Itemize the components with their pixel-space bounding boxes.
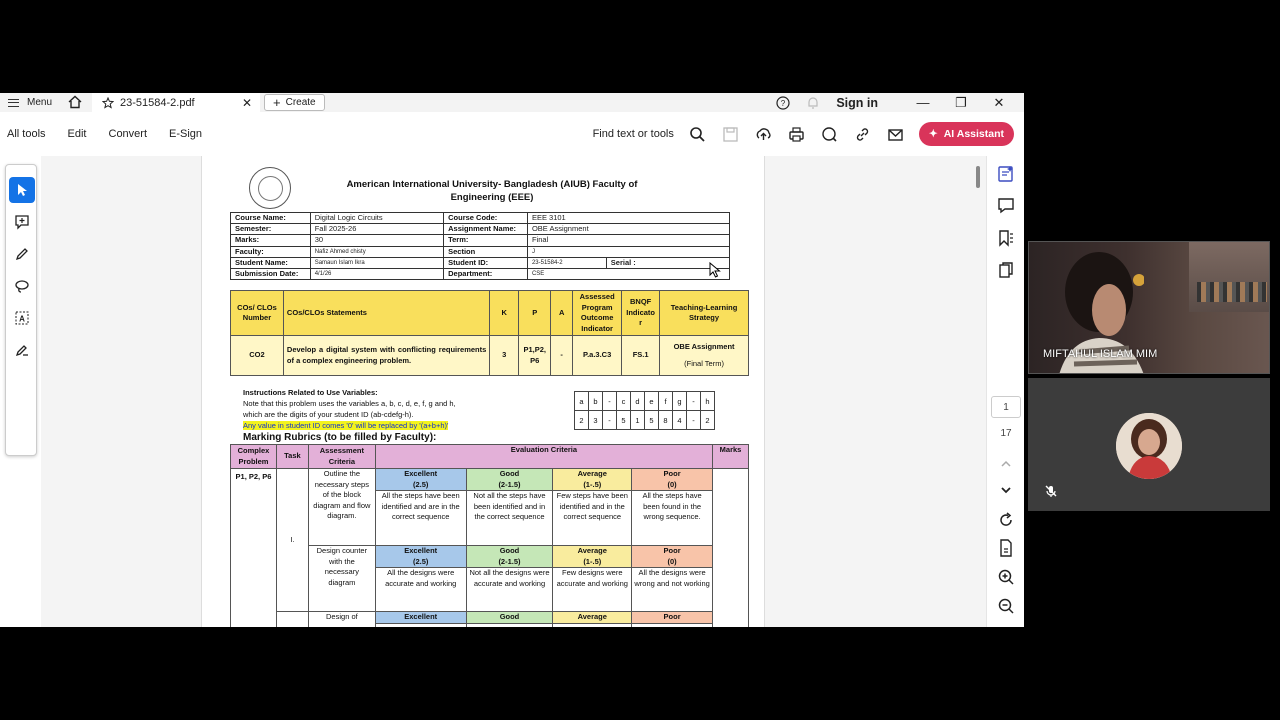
rubric-cell: All the steps have been identified and are in the correct sequence	[375, 491, 466, 546]
upload-icon[interactable]	[754, 125, 773, 144]
level-poor: Poor (0)	[632, 469, 713, 491]
info-value: Digital Logic Circuits	[310, 213, 443, 224]
menu-button[interactable]	[0, 97, 60, 108]
rubric-header: Marks	[713, 445, 749, 469]
digit-value: 3	[589, 411, 603, 430]
digit-value: -	[687, 411, 701, 430]
rubric-header: Task	[276, 445, 308, 469]
plus-icon: +	[273, 95, 281, 110]
email-icon[interactable]	[886, 125, 905, 144]
rubric-cell: All the designs were accurate and working	[375, 568, 466, 612]
convert-button[interactable]: Convert	[108, 128, 148, 140]
rubric-task: I.	[276, 469, 308, 612]
digit-value: 8	[659, 411, 673, 430]
participant-video-secondary[interactable]	[1028, 378, 1270, 511]
sign-in-button[interactable]: Sign in	[836, 95, 878, 110]
info-value: CSE	[527, 268, 729, 279]
minimize-icon[interactable]: —	[916, 95, 930, 110]
clo-statement: Develop a digital system with conflicting requirements of a complex engineering problem.	[283, 336, 489, 376]
comment-tool-icon[interactable]	[9, 209, 35, 235]
rubric-cell: All the steps have been found in the wrong sequence.	[632, 491, 713, 546]
digit-letter: a	[575, 392, 589, 411]
info-value: EEE 3101	[527, 213, 729, 224]
info-label: Serial :	[606, 257, 729, 268]
document-save-icon[interactable]	[996, 538, 1016, 558]
text-recognition-icon[interactable]	[9, 305, 35, 331]
clo-header: P	[519, 291, 551, 336]
chevron-up-icon[interactable]	[996, 454, 1016, 474]
restore-icon[interactable]: ❐	[955, 94, 967, 110]
title-line-2: Engineering (EEE)	[450, 192, 534, 203]
digit-letter: f	[659, 392, 673, 411]
all-tools-button[interactable]: All tools	[7, 128, 46, 140]
vertical-scrollbar[interactable]	[976, 166, 980, 188]
title-bar	[0, 93, 1024, 112]
participant-video-main[interactable]	[1028, 241, 1270, 374]
clo-p: P1,P2, P6	[519, 336, 551, 376]
home-icon[interactable]	[68, 95, 82, 109]
rubric-cell	[553, 623, 632, 627]
rubric-cell: Not all the steps have been identified and in the correct sequence	[466, 491, 553, 546]
digit-letter: -	[687, 392, 701, 411]
digit-value: 5	[617, 411, 631, 430]
rubric-header: Evaluation Criteria	[375, 445, 712, 469]
info-value: 30	[310, 235, 443, 246]
esign-button[interactable]: E-Sign	[169, 128, 203, 140]
create-button[interactable]	[264, 94, 325, 111]
digit-letter: b	[589, 392, 603, 411]
digit-value: 2	[701, 411, 715, 430]
rubric-title: Marking Rubrics (to be filled by Faculty):	[243, 432, 437, 443]
level-average: Average (1-.5)	[553, 546, 632, 568]
select-tool-icon[interactable]	[9, 177, 35, 203]
lasso-tool-icon[interactable]	[9, 273, 35, 299]
clo-header: BNQF Indicato r	[622, 291, 660, 336]
tab-title: 23-51584-2.pdf	[120, 96, 195, 109]
bookmark-icon[interactable]	[996, 228, 1016, 248]
create-label: Create	[285, 97, 316, 108]
rubric-cell	[632, 623, 713, 627]
clo-header: COs/ CLOs Number	[231, 291, 284, 336]
page-number-input[interactable]: 1	[991, 396, 1021, 418]
level-good: Good (2-1.5)	[466, 469, 553, 491]
level-excellent: Excellent (2.5)	[375, 546, 466, 568]
rubric-cell	[466, 623, 553, 627]
strategy-line: OBE Assignment	[673, 341, 735, 351]
info-value: Samaun Islam Ikra	[310, 257, 443, 268]
search-icon[interactable]	[688, 125, 707, 144]
university-logo	[249, 167, 291, 209]
info-value: Fall 2025-26	[310, 224, 443, 235]
save-icon[interactable]	[721, 125, 740, 144]
link-icon[interactable]	[853, 125, 872, 144]
title-line-1: American International University- Bangladesh (AIUB) Faculty of	[346, 179, 638, 190]
info-label: Faculty:	[231, 246, 311, 257]
video-shelf-items	[1197, 282, 1267, 302]
instructions-highlight: Any value in student ID comes '0' will be replaced by '(a+b+h)'	[243, 421, 449, 430]
level-average: Average (1-.5)	[553, 469, 632, 491]
info-label: Section	[444, 246, 528, 257]
level-good: Good (2-1.5)	[466, 546, 553, 568]
clo-header: K	[490, 291, 519, 336]
info-label: Course Name:	[231, 213, 311, 224]
ai-assistant-button[interactable]	[919, 122, 1014, 146]
participant-name: MIFTAHUL ISLAM MIM	[1043, 348, 1158, 360]
level-excellent: Excellent	[375, 612, 466, 624]
rubric-task	[276, 612, 308, 628]
info-value: 23-51584-2	[527, 257, 606, 268]
rubric-header: Assessment Criteria	[308, 445, 375, 469]
info-value: Final	[527, 235, 729, 246]
digit-value: 5	[645, 411, 659, 430]
star-icon[interactable]	[102, 97, 114, 109]
digit-letter: -	[603, 392, 617, 411]
info-label: Marks:	[231, 235, 311, 246]
digit-value: 4	[673, 411, 687, 430]
info-value: OBE Assignment	[527, 224, 729, 235]
pdf-page	[201, 156, 765, 627]
digit-value: 2	[575, 411, 589, 430]
info-label: Department:	[444, 268, 528, 279]
level-good: Good	[466, 612, 553, 624]
rubric-header: Complex Problem	[231, 445, 277, 469]
toolbar	[0, 112, 1024, 156]
edit-button[interactable]: Edit	[67, 128, 87, 140]
strategy-line: (Final Term)	[684, 359, 724, 368]
find-text-button[interactable]: Find text or tools	[592, 128, 674, 140]
info-value: 4/1/26	[310, 268, 443, 279]
ai-assistant-label: AI Assistant	[943, 128, 1004, 140]
level-excellent: Excellent (2.5)	[375, 469, 466, 491]
clo-header: COs/CLOs Statements	[283, 291, 489, 336]
info-label: Course Code:	[444, 213, 528, 224]
clo-strategy	[660, 336, 749, 376]
bell-icon[interactable]	[806, 96, 820, 110]
rubric-cell: All the designs were wrong and not working	[632, 568, 713, 612]
close-window-icon[interactable]: ✕	[993, 94, 1005, 110]
rubric-criteria: Design counter with the necessary diagram	[308, 546, 375, 612]
level-average: Average	[553, 612, 632, 624]
digit-letter: d	[631, 392, 645, 411]
rubric-marks	[713, 469, 749, 628]
digit-letter: g	[673, 392, 687, 411]
clo-table	[230, 290, 749, 376]
chevron-down-icon[interactable]	[996, 480, 1016, 500]
sparkle-icon: ✦	[928, 128, 938, 140]
level-poor: Poor	[632, 612, 713, 624]
rubric-table	[230, 444, 749, 627]
digit-letter: e	[645, 392, 659, 411]
digit-letter: h	[701, 392, 715, 411]
clo-number: CO2	[231, 336, 284, 376]
level-poor: Poor (0)	[632, 546, 713, 568]
menu-label: Menu	[27, 97, 53, 108]
digit-value: 1	[631, 411, 645, 430]
refresh-icon[interactable]	[996, 510, 1016, 530]
info-label: Student ID:	[444, 257, 528, 268]
rubric-criteria: Design of	[308, 612, 375, 628]
course-info-table	[230, 212, 730, 280]
document-viewport[interactable]	[41, 156, 986, 627]
avatar	[1116, 413, 1182, 479]
instructions-line: which are the digits of your student ID (ab-cdefg-h).	[243, 410, 414, 419]
right-rail	[986, 156, 1024, 627]
zoom-in-icon[interactable]	[996, 567, 1016, 587]
info-label: Assignment Name:	[444, 224, 528, 235]
zoom-out-icon[interactable]	[996, 596, 1016, 616]
clo-header: A	[551, 291, 573, 336]
comments-icon[interactable]	[996, 196, 1016, 216]
student-id-digits-table	[574, 391, 715, 430]
rubric-cell	[375, 623, 466, 627]
rubric-problem: P1, P2, P6	[231, 469, 277, 628]
digit-value: -	[603, 411, 617, 430]
print-icon[interactable]	[787, 125, 806, 144]
mouse-cursor-icon	[709, 262, 721, 278]
instructions-title: Instructions Related to Use Variables:	[243, 388, 378, 397]
info-value: Nafiz Ahmed chisty	[310, 246, 443, 257]
clo-header: Assessed Program Outcome Indicator	[573, 291, 622, 336]
draw-tool-icon[interactable]	[9, 241, 35, 267]
rubric-criteria: Outline the necessary steps of the block diagram and flow diagram.	[308, 469, 375, 546]
help-icon[interactable]	[776, 96, 790, 110]
mic-muted-icon[interactable]	[1041, 481, 1061, 501]
ai-panel-icon[interactable]	[996, 164, 1016, 184]
info-label: Student Name:	[231, 257, 311, 268]
rubric-cell: Few designs were accurate and working	[553, 568, 632, 612]
instructions	[243, 387, 533, 431]
info-value: J	[527, 246, 729, 257]
clo-outcome: P.a.3.C3	[573, 336, 622, 376]
clo-header: Teaching-Learning Strategy	[660, 291, 749, 336]
left-tool-rail	[5, 164, 37, 456]
sign-tool-icon[interactable]	[9, 337, 35, 363]
info-label: Submission Date:	[231, 268, 311, 279]
page-count: 17	[1000, 428, 1012, 439]
close-tab-icon[interactable]: ✕	[241, 95, 252, 110]
ai-search-icon[interactable]	[820, 125, 839, 144]
acrobat-window	[0, 93, 1024, 627]
digit-letter: c	[617, 392, 631, 411]
clo-bnqf: FS.1	[622, 336, 660, 376]
instructions-line: Note that this problem uses the variables a, b, c, d, e, f, g and h,	[243, 399, 456, 408]
rubric-cell: Not all the designs were accurate and working	[466, 568, 553, 612]
rubric-cell: Few steps have been identified and in the correct sequence	[553, 491, 632, 546]
info-label: Term:	[444, 235, 528, 246]
info-label: Semester:	[231, 224, 311, 235]
tab-document[interactable]	[92, 93, 260, 112]
pages-icon[interactable]	[996, 260, 1016, 280]
clo-a: -	[551, 336, 573, 376]
document-title	[342, 178, 642, 204]
svg-text:?: ?	[781, 98, 786, 108]
clo-k: 3	[490, 336, 519, 376]
hamburger-icon	[8, 99, 19, 107]
svg-text:A: A	[19, 314, 25, 324]
